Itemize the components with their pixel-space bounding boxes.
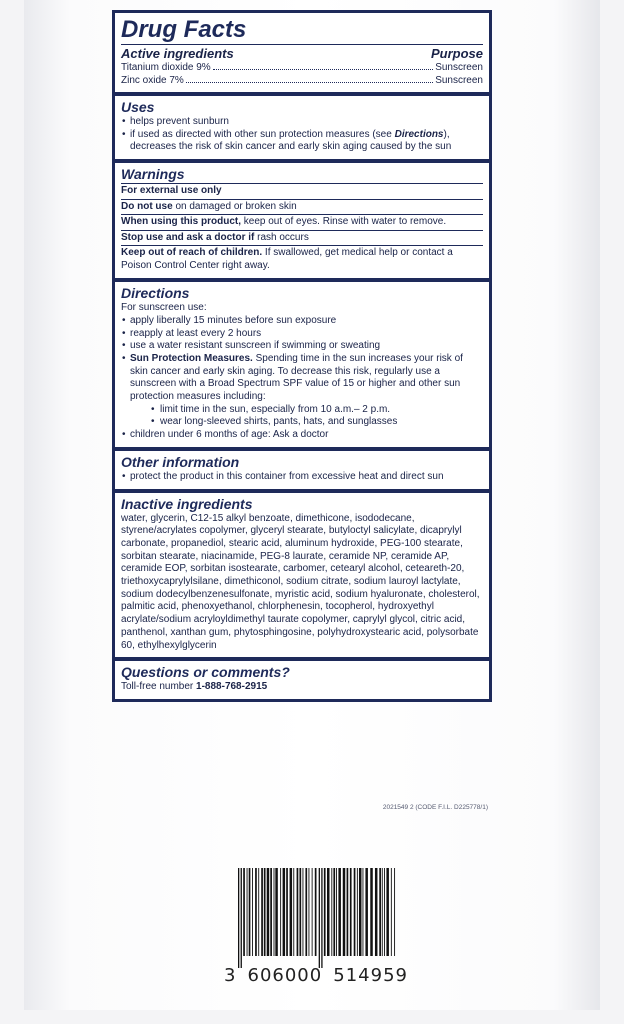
sun-protection-sublist (130, 404, 483, 429)
list-item: • limit time in the sun, especially from 10 a.m.– 2 p.m. (130, 404, 483, 417)
other-information-section (115, 451, 489, 493)
other-information-heading: Other information (121, 453, 240, 470)
product-code: 2021549 2 (CODE F.I.L. D225778/1) (382, 804, 488, 811)
list-item: • helps prevent sunburn (121, 116, 483, 129)
dot-leader (213, 69, 434, 70)
warnings-heading: Warnings (121, 166, 185, 183)
warning-line (121, 199, 483, 215)
warning-text: rash occurs (254, 231, 309, 243)
inactive-ingredients-heading: Inactive ingredients (121, 495, 253, 512)
questions-section (115, 661, 489, 699)
active-ingredients-section (115, 13, 489, 96)
list-item: • use a water resistant sunscreen if swimming or sweating (121, 340, 483, 353)
warning-bold: When using this product, (121, 216, 241, 228)
ingredient-name: Zinc oxide 7% (121, 74, 184, 86)
active-ingredients-heading: Active ingredients (121, 46, 234, 61)
sun-protection-text: Spending time in the sun increases your risk of skin cancer and early skin aging. To decrease this risk, regularly use a sunscreen with a Broad Spectrum SPF value of 15 or higher and other sun protection measures including: (130, 352, 463, 403)
directions-heading: Directions (121, 285, 190, 302)
barcode (224, 862, 408, 990)
inactive-ingredients-text: water, glycerin, C12-15 alkyl benzoate, dimethicone, isododecane, styrene/acrylates copolymer, glyceryl stearate, butyloctyl salicylate, dicaprylyl carbonate, propanediol, stearic acid, aluminum hydroxide, PEG-100 stearate, sorbitan stearate, niacinamide, PEG-8 laurate, ceramide NP, ceramide AP, ceramide EOP, sorbitan isostearate, carbomer, cetearyl alcohol, ceteareth-20, triethoxycaprylylsilane, dimethiconol, sodium citrate, sodium lauroyl lactylate, sodium dodecylbenzenesulfonate, myristic acid, sodium hyaluronate, cholesterol, palmitic acid, phenoxyethanol, chlorphenesin, tocopherol, hydroxyethyl acrylate/sodium acryloyldimethyl taurate copolymer, caprylyl glycol, citric acid, panthenol, xanthan gum, phytosphingosine, polyhydroxystearic acid, polysorbate 60, ethylhexylglycerin (121, 512, 480, 651)
warning-text: keep out of eyes. Rinse with water to remove. (241, 216, 447, 228)
list-item: • protect the product in this container from excessive heat and direct sun (121, 471, 483, 484)
directions-section (115, 282, 489, 451)
warning-bold: Keep out of reach of children. (121, 247, 263, 259)
list-item (121, 129, 483, 154)
phone-number: 1-888-768-2915 (196, 681, 268, 693)
list-item: • children under 6 months of age: Ask a doctor (121, 429, 483, 442)
ingredient-purpose: Sunscreen (435, 74, 483, 86)
ingredient-name: Titanium dioxide 9% (121, 62, 211, 73)
barcode-right-digits: 514959 (333, 965, 408, 986)
sun-protection-heading: Sun Protection Measures. (130, 352, 253, 364)
warning-text: on damaged or broken skin (172, 200, 297, 212)
barcode-first-digit: 3 (224, 965, 237, 986)
list-item: • wear long-sleeved shirts, pants, hats, and sunglasses (130, 416, 483, 429)
toll-free-line (121, 681, 483, 694)
warning-line (121, 214, 483, 230)
warning-text: If swallowed, get medical help or contact a Poison Control Center right away. (121, 247, 453, 271)
uses-list (121, 116, 483, 154)
warning-bold: Stop use and ask a doctor if (121, 231, 255, 243)
list-item: • reapply at least every 2 hours (121, 328, 483, 341)
dot-leader (186, 82, 433, 83)
drug-facts-panel (112, 10, 492, 702)
warning-line (121, 183, 483, 199)
directions-list (121, 315, 483, 442)
barcode-left-digits: 606000 (247, 965, 323, 986)
ingredient-purpose: Sunscreen (435, 62, 483, 73)
inactive-ingredients-section (115, 493, 489, 662)
toll-free-label: Toll-free number (121, 681, 197, 693)
active-ingredient-row (121, 62, 483, 75)
warning-line (121, 230, 483, 246)
active-ingredient-row (121, 75, 483, 88)
drug-facts-title: Drug Facts (121, 16, 247, 43)
active-ingredients-header (121, 44, 483, 62)
list-item (121, 353, 483, 429)
uses-text: ), decreases the risk of skin cancer and early skin aging caused by the sun (130, 128, 452, 153)
barcode-bars (236, 868, 396, 968)
list-item: • apply liberally 15 minutes before sun exposure (121, 315, 483, 328)
uses-text: if used as directed with other sun protection measures (see (130, 128, 395, 140)
purpose-heading: Purpose (430, 46, 483, 61)
barcode-digits (224, 966, 408, 986)
questions-heading: Questions or comments? (121, 664, 290, 681)
warnings-section (115, 163, 489, 282)
external-use-text: For external use only (121, 185, 222, 197)
uses-heading: Uses (121, 99, 155, 115)
uses-section (115, 96, 489, 163)
warning-line (121, 245, 483, 273)
warning-bold: Do not use (121, 200, 173, 212)
directions-intro: For sunscreen use: (121, 302, 207, 314)
other-information-list (121, 471, 483, 484)
directions-reference: Directions (394, 128, 444, 140)
